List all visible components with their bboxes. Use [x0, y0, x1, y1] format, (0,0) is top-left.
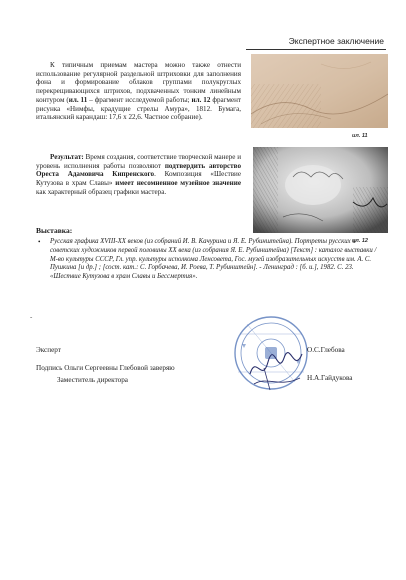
p2-attribution: подтвердить авторство Ореста Адамовича Кипренского — [36, 161, 241, 179]
caption-il11: ил. 11 — [352, 133, 368, 139]
header-rule — [246, 49, 386, 50]
bullet-icon: • — [38, 238, 41, 246]
illustration-11-image — [251, 54, 388, 128]
document-header-title: Экспертное заключение — [288, 36, 384, 46]
certification-line: Подпись Ольги Сергеевны Глебовой заверяю — [36, 364, 175, 372]
p1-text-3: фрагмент рисунка «Нимфы, крадущие стрелы Амура», 1812. Бумага, итальянский карандаш: 17,6 х 22,6. Частное собрание). — [36, 95, 241, 122]
deputy-director-label: Заместитель директора — [57, 376, 128, 384]
stray-dash: - — [30, 313, 33, 321]
p1-text-2: – фрагмент исследуемой работы; — [87, 95, 192, 104]
exhibition-heading: Выставка: — [36, 226, 73, 235]
p2-text-2: . Композиция «Шествие Кутузова в храм Славы» — [36, 170, 241, 188]
caption-il12: ил. 12 — [352, 238, 368, 244]
expert-label: Эксперт — [36, 346, 61, 354]
exhibition-entry: Русская графика XVIII-XX веков (из собраний И. В. Качурина и Я. Е. Рубинштейна). Портреты русских и советских художников первой половины XX века (из собрания Я. Е. Рубинштейна) [Текст] : каталог выставки / М-во культуры СССР, Гл. упр. культуры исполкома Ленсовета, Гос. музей изобразительных искусств им. А. С. Пушкина [и др.] ; [сост. кат.: С. Горбачева, И. Роева, Т. Рубинштейн]. - Ленинград : [б. и.], 1982. С. 23. «Шествие Кутузова в храм Славы и Бессмертия». — [50, 238, 377, 281]
expert-name: О.С.Глебова — [307, 346, 345, 354]
handwritten-signature — [246, 344, 306, 394]
illustration-12-image — [253, 147, 388, 233]
paragraph-techniques — [36, 61, 241, 122]
p2-museum-value: имеет несомненное музейное значение — [115, 179, 241, 188]
paragraph-result — [36, 153, 241, 197]
deputy-director-name: Н.А.Гайдукова — [307, 374, 353, 382]
p2-text-1: Время создания, соответствие творческой манере и уровень исполнения работы позволяют — [36, 153, 241, 170]
p1-ref-il11: ил. 11 — [68, 95, 88, 104]
p2-result-label: Результат: — [50, 153, 84, 161]
p1-text-1: К типичным приемам мастера можно также отнести использование регулярной раздельной штриховки для заполнения фона и формирование облаков группами полукруглых перекрещивающихся штрихов, подхваченных тонким линейным контуром ( — [36, 61, 241, 104]
p2-text-3: как характерный образец графики мастера. — [36, 187, 167, 196]
p1-ref-il12: ил. 12 — [191, 95, 211, 104]
